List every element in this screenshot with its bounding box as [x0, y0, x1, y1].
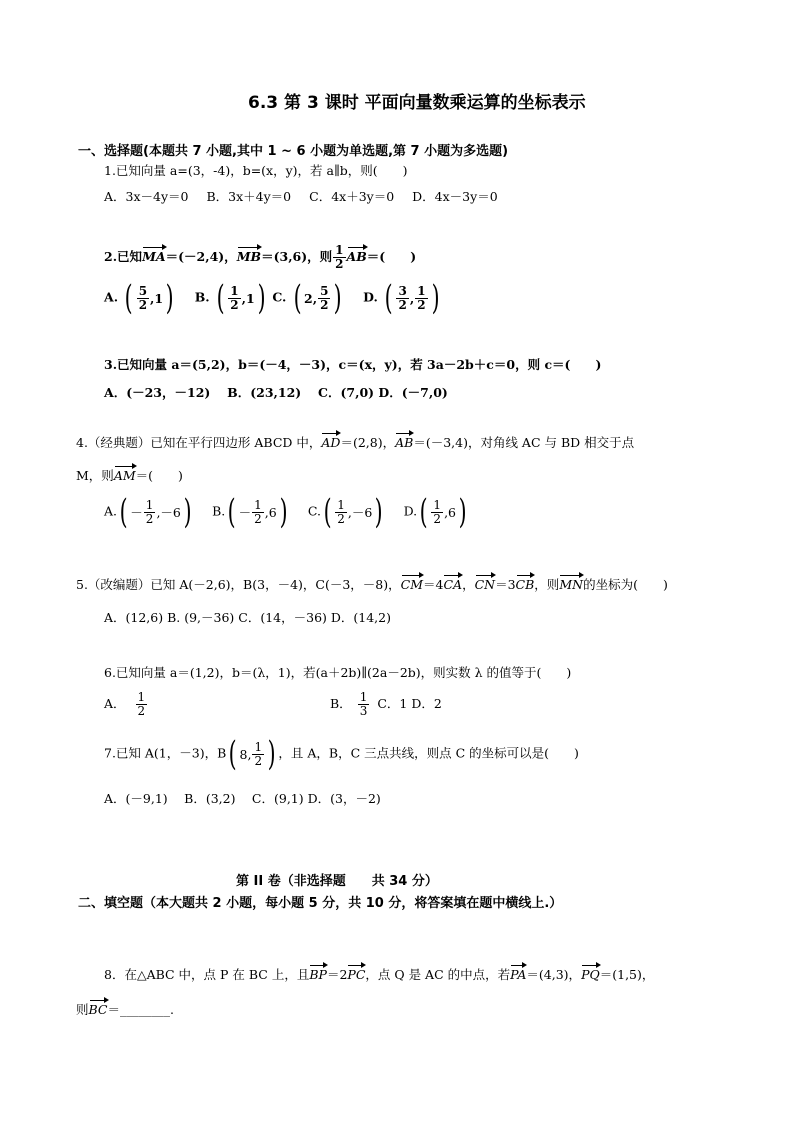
option-d: D. ( $\frac{1}{2}$ , 6 ) [403, 492, 467, 532]
question-2-stem [104, 244, 416, 271]
denominator: 2 [138, 297, 148, 312]
vector-ca: CA [443, 577, 463, 592]
option-label: C. [272, 289, 287, 305]
denominator: 2 [433, 511, 442, 526]
value: 6 [448, 504, 456, 520]
stem-text: ，则 [534, 577, 560, 592]
numerator: 1 [335, 243, 344, 257]
numerator: 5 [138, 283, 148, 298]
option-d: D. ( $\frac{3}{2}$ , $\frac{1}{2}$ ) [363, 278, 440, 318]
numerator: 1 [254, 497, 262, 512]
question-6-stem: 6.已知向量 a＝(1,2)，b＝(λ，1)，若(a＋2b)∥(2a－2b)，则实数 λ 的值等于( ) [104, 665, 572, 680]
question-3-options: A．(－23，－12) B．(23,12) C．(7,0) D．(－7,0) [104, 385, 448, 400]
option-a: A. ( $\frac{5}{2}$ , 1 ) [104, 278, 174, 318]
option-label: B． [330, 696, 352, 711]
vector-ab: AB [346, 249, 367, 264]
vector-ab: AB [395, 435, 414, 450]
fraction-half [333, 244, 345, 271]
denominator: 2 [417, 297, 426, 312]
stem-text: ＝(3,6)，则 [261, 249, 333, 264]
stem-text: ＝( ) [135, 468, 183, 483]
question-3-stem: 3.已知向量 a＝(5,2)，b＝(－4，－3)，c＝(x，y)，若 3a－2b＋c＝0，则 c＝( ) [104, 357, 602, 372]
question-8-stem [104, 965, 654, 983]
sign: － [238, 505, 252, 520]
option-c: C. ( 2 , $\frac{5}{2}$ ) [272, 278, 343, 318]
question-7-stem: 7.已知 A(1，－3)，B ( 8 , $\frac{1}{2}$ ) ，且 A，B，C 三点共线，则点 C 的坐标可以是( ) [104, 734, 579, 774]
stem-text: ＝(4,3)， [526, 967, 582, 982]
value: 2 [304, 290, 313, 306]
denominator: 2 [398, 297, 407, 312]
question-4-stem [76, 433, 634, 451]
vector-pq: PQ [581, 967, 600, 982]
value: 1 [154, 290, 164, 306]
numerator: 1 [359, 690, 368, 704]
denominator: 2 [254, 511, 262, 526]
numerator: 5 [320, 283, 329, 298]
option-a: A．3x－4y＝0 [104, 189, 189, 204]
option-a: A. ( － $\frac{1}{2}$ , －6 ) [104, 492, 192, 532]
option-label: A. [104, 289, 119, 305]
numerator: 1 [137, 690, 146, 704]
numerator: 1 [337, 497, 345, 512]
option-b: B．3x＋4y＝0 [206, 189, 292, 204]
numerator: 3 [398, 283, 407, 298]
vector-ma: MA [142, 249, 166, 264]
stem-text: ＝(－2,4)， [165, 249, 237, 264]
stem-text: 2.已知 [104, 249, 143, 264]
vector-ad: AD [321, 435, 341, 450]
vector-cm: CM [400, 577, 424, 592]
question-1-stem: 1.已知向量 a=(3，-4)，b=(x，y)，若 a∥b，则( ) [104, 163, 408, 178]
option-b: B. ( $\frac{1}{2}$ , 1 ) [194, 278, 266, 318]
page-title: 6.3 第 3 课时 平面向量数乘运算的坐标表示 [248, 93, 586, 113]
question-1-options [104, 187, 512, 205]
stem-text: 则 [76, 1002, 89, 1017]
vector-am: AM [113, 468, 136, 483]
stem-text: ＝(1,5)， [599, 967, 655, 982]
stem-text: ，点 Q 是 AC 的中点，若 [365, 967, 511, 982]
value: －6 [351, 505, 373, 520]
stem-text: 的坐标为( ) [583, 577, 668, 592]
question-6-option-a [104, 691, 148, 718]
denominator: 2 [337, 511, 345, 526]
option-label: B. [212, 503, 226, 519]
option-label: C. [307, 503, 321, 519]
stem-text: 5.（改编题）已知 A(－2,6)，B(3，－4)，C(－3，－8)， [76, 577, 401, 592]
vector-mb: MB [236, 249, 262, 264]
question-7-options: A．(－9,1) B．(3,2) C．(9,1) D．(3，－2) [104, 791, 381, 806]
numerator: 1 [230, 283, 239, 298]
option-d: D．4x－3y＝0 [412, 189, 498, 204]
option-label: D. [403, 503, 418, 519]
stem-text: ＝2 [326, 967, 348, 982]
denominator: 2 [137, 704, 146, 718]
sign: － [130, 505, 143, 520]
section-heading-fill: 二、填空题（本大题共 2 小题，每小题 5 分，共 10 分，将答案填在题中横线上.） [78, 896, 563, 911]
value: 1 [246, 290, 255, 306]
stem-text: ＝( ) [366, 249, 417, 264]
stem-text: 4.（经典题）已知在平行四边形 ABCD 中， [76, 435, 322, 450]
stem-text: 7.已知 A(1，－3)，B [104, 745, 227, 761]
part-2-title: 第 II 卷（非选择题 共 34 分） [236, 874, 438, 889]
numerator: 1 [417, 283, 426, 298]
denominator: 2 [254, 753, 263, 768]
vector-pa: PA [510, 967, 527, 982]
value: 6 [268, 504, 277, 520]
vector-bp: BP [309, 967, 327, 982]
stem-text: 8．在△ABC 中，点 P 在 BC 上，且 [104, 967, 310, 982]
option-label: D. [363, 289, 378, 305]
denominator: 2 [335, 257, 344, 271]
numerator: 1 [254, 739, 263, 754]
vector-cb: CB [515, 577, 535, 592]
vector-cn: CN [474, 577, 496, 592]
question-4-stem-line2 [76, 466, 183, 484]
stem-text: ＝4 [423, 577, 444, 592]
value: 8 [239, 746, 248, 762]
option-c: C．4x＋3y＝0 [309, 189, 395, 204]
numerator: 1 [433, 497, 442, 512]
question-4-options [104, 492, 483, 532]
denominator: 2 [230, 297, 239, 312]
numerator: 1 [145, 497, 154, 512]
option-label: B. [194, 289, 210, 305]
question-2-options [104, 278, 456, 318]
option-label: A． [104, 696, 126, 711]
stem-text: ，且 A，B，C 三点共线，则点 C 的坐标可以是( ) [278, 745, 579, 761]
question-5-stem [76, 575, 668, 593]
vector-mn: MN [559, 577, 584, 592]
stem-text: ＝3 [495, 577, 516, 592]
option-text: C．1 D．2 [377, 696, 442, 711]
vector-pc: PC [347, 967, 366, 982]
option-b: B. ( － $\frac{1}{2}$ , 6 ) [212, 492, 288, 532]
denominator: 3 [359, 704, 368, 718]
answer-blank: ＝________. [107, 1002, 174, 1017]
section-heading-choice: 一、选择题(本题共 7 小题,其中 1 ~ 6 小题为单选题,第 7 小题为多选题) [78, 144, 509, 159]
option-label: A. [104, 503, 118, 519]
stem-text: M，则 [76, 468, 114, 483]
question-5-options: A．(12,6) B. (9,－36) C．(14，－36) D．(14,2) [104, 610, 391, 625]
value: －6 [160, 505, 181, 520]
option-c: C. ( $\frac{1}{2}$ , －6 ) [307, 492, 383, 532]
denominator: 2 [145, 511, 154, 526]
denominator: 2 [320, 297, 329, 312]
question-6-options-rest [330, 691, 442, 718]
vector-bc: BC [88, 1002, 108, 1017]
stem-text: ＝(－3,4)，对角线 AC 与 BD 相交于点 [413, 435, 635, 450]
stem-text: ， [462, 577, 475, 592]
question-8-stem-line2 [76, 1000, 174, 1018]
stem-text: ＝(2,8)， [340, 435, 396, 450]
